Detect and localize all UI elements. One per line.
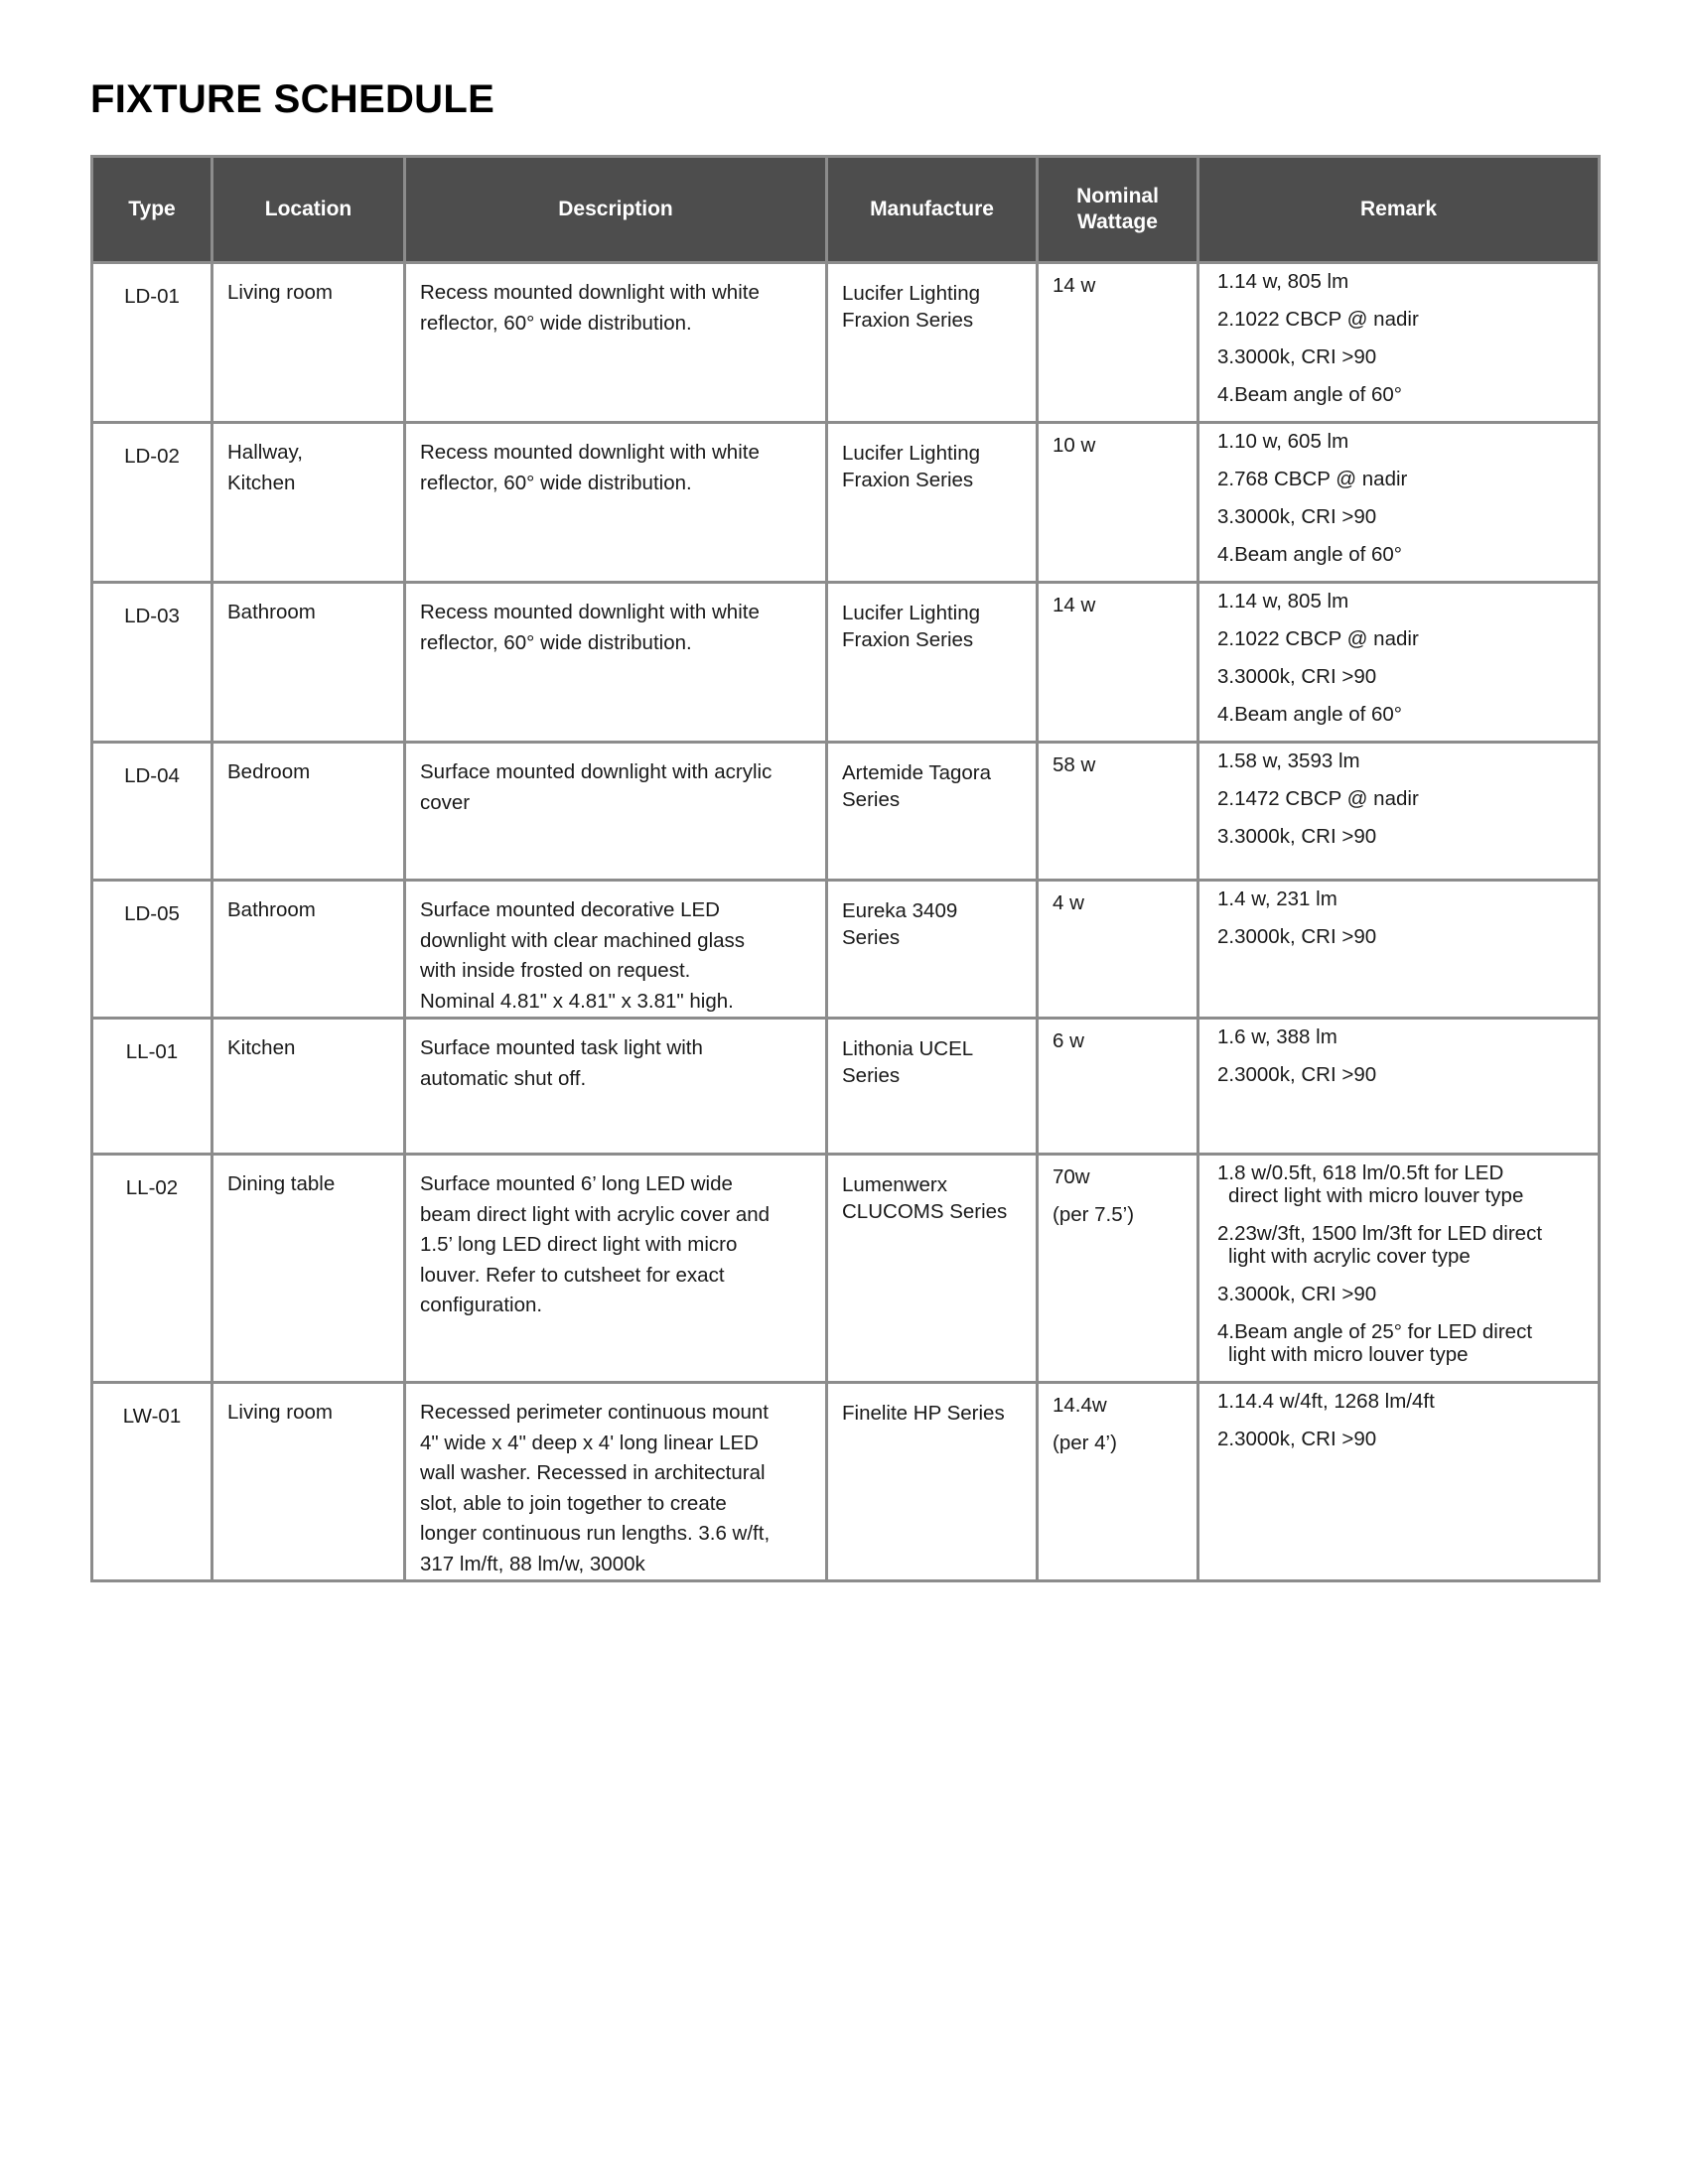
header-wattage-line1: Nominal: [1076, 184, 1159, 207]
remark-text: 2.768 CBCP @ nadir: [1217, 468, 1408, 490]
description-line: slot, able to join together to create: [420, 1491, 727, 1515]
description-line: Recess mounted downlight with white: [420, 601, 760, 623]
header-wattage: [1038, 157, 1198, 263]
description-line: 4" wide x 4" deep x 4' long linear LED: [420, 1431, 759, 1454]
cell-description: [405, 1383, 827, 1581]
cell-location: [212, 743, 405, 881]
cell-remark: [1198, 583, 1600, 743]
remark-item: [1217, 787, 1584, 810]
cell-type: LL-02: [92, 1155, 212, 1383]
table-row: [92, 1383, 1600, 1581]
description-line: Recessed perimeter continuous mount: [420, 1401, 769, 1424]
remark-text: 1.6 w, 388 lm: [1217, 1025, 1337, 1048]
remark-text: 2.1022 CBCP @ nadir: [1217, 627, 1419, 650]
cell-manufacture: [827, 423, 1038, 583]
description-line: wall washer. Recessed in architectural: [420, 1461, 766, 1484]
remark-text: 1.4 w, 231 lm: [1217, 887, 1337, 910]
cell-type: LL-01: [92, 1019, 212, 1155]
description-line: reflector, 60° wide distribution.: [420, 630, 692, 654]
cell-manufacture: [827, 1383, 1038, 1581]
cell-description: [405, 881, 827, 1019]
location-line: Bedroom: [227, 760, 311, 783]
cell-type: LD-02: [92, 423, 212, 583]
remark-item: [1217, 1025, 1584, 1048]
table-row: [92, 583, 1600, 743]
table-row: [92, 423, 1600, 583]
remark-item: [1217, 1063, 1584, 1086]
remark-item: [1217, 383, 1584, 406]
location-line: Bathroom: [227, 601, 316, 623]
cell-manufacture: [827, 743, 1038, 881]
remark-item: [1217, 590, 1584, 613]
wattage-line: (per 7.5’): [1053, 1203, 1135, 1226]
remark-text: 1.14 w, 805 lm: [1217, 590, 1349, 613]
manufacture-line: Fraxion Series: [842, 469, 974, 491]
remark-text: 3.3000k, CRI >90: [1217, 345, 1377, 368]
description-line: reflector, 60° wide distribution.: [420, 311, 692, 335]
wattage-line: 58 w: [1053, 753, 1096, 776]
table-body: [92, 263, 1600, 1581]
remark-text: 2.3000k, CRI >90: [1217, 1063, 1377, 1086]
cell-description: [405, 423, 827, 583]
description-line: with inside frosted on request.: [420, 959, 691, 982]
cell-type: LD-05: [92, 881, 212, 1019]
remark-text: 1.10 w, 605 lm: [1217, 430, 1349, 453]
cell-description: [405, 1155, 827, 1383]
wattage-line: 6 w: [1053, 1029, 1084, 1052]
wattage-line: 10 w: [1053, 434, 1096, 457]
cell-location: [212, 583, 405, 743]
manufacture-line: Lucifer Lighting: [842, 442, 981, 465]
location-line: Kitchen: [227, 471, 296, 494]
remark-text: 4.Beam angle of 60°: [1217, 543, 1402, 566]
manufacture-line: Lumenwerx: [842, 1173, 947, 1196]
cell-manufacture: [827, 583, 1038, 743]
description-line: longer continuous run lengths. 3.6 w/ft,: [420, 1522, 771, 1545]
cell-type: LD-03: [92, 583, 212, 743]
cell-wattage: [1038, 583, 1198, 743]
location-line: Bathroom: [227, 898, 316, 921]
cell-location: [212, 423, 405, 583]
description-line: Recess mounted downlight with white: [420, 441, 760, 464]
page-title: FIXTURE SCHEDULE: [90, 77, 495, 121]
table-row: [92, 881, 1600, 1019]
cell-type: LD-04: [92, 743, 212, 881]
cell-wattage: [1038, 881, 1198, 1019]
remark-text: 1.14 w, 805 lm: [1217, 270, 1349, 293]
location-line: Hallway,: [227, 441, 303, 464]
remark-item: [1217, 430, 1584, 453]
manufacture-line: Series: [842, 926, 901, 949]
description-line: cover: [420, 790, 471, 814]
remark-text: 3.3000k, CRI >90: [1217, 665, 1377, 688]
cell-location: [212, 881, 405, 1019]
description-line: beam direct light with acrylic cover and: [420, 1202, 771, 1226]
cell-wattage: [1038, 1155, 1198, 1383]
wattage-line: 14 w: [1053, 594, 1096, 616]
cell-description: [405, 583, 827, 743]
remark-item: [1217, 270, 1584, 293]
cell-wattage: [1038, 423, 1198, 583]
cell-manufacture: [827, 1019, 1038, 1155]
wattage-line: 4 w: [1053, 891, 1084, 914]
remark-text: 3.3000k, CRI >90: [1217, 1283, 1377, 1305]
remark-text: 4.Beam angle of 25° for LED direct: [1217, 1320, 1533, 1343]
remark-text: 4.Beam angle of 60°: [1217, 383, 1402, 406]
remark-text: 3.3000k, CRI >90: [1217, 505, 1377, 528]
remark-text: 2.3000k, CRI >90: [1217, 1428, 1377, 1450]
description-line: automatic shut off.: [420, 1066, 587, 1090]
manufacture-line: Fraxion Series: [842, 309, 974, 332]
header-manufacture: Manufacture: [827, 157, 1038, 263]
header-description: Description: [405, 157, 827, 263]
description-line: Surface mounted 6’ long LED wide: [420, 1172, 733, 1195]
description-line: reflector, 60° wide distribution.: [420, 471, 692, 494]
remark-item: [1217, 1283, 1584, 1305]
header-remark: Remark: [1198, 157, 1600, 263]
remark-item: [1217, 1428, 1584, 1450]
remark-item: [1217, 1320, 1584, 1366]
description-line: Surface mounted task light with: [420, 1036, 703, 1059]
remark-text: 1.58 w, 3593 lm: [1217, 750, 1360, 772]
remark-item: [1217, 505, 1584, 528]
remark-text: 2.23w/3ft, 1500 lm/3ft for LED direct: [1217, 1222, 1543, 1245]
remark-text: 2.1472 CBCP @ nadir: [1217, 787, 1419, 810]
description-line: configuration.: [420, 1294, 543, 1316]
cell-wattage: [1038, 263, 1198, 423]
table-row: [92, 1155, 1600, 1383]
cell-remark: [1198, 1019, 1600, 1155]
cell-type: LD-01: [92, 263, 212, 423]
remark-item: [1217, 627, 1584, 650]
header-type: Type: [92, 157, 212, 263]
cell-manufacture: [827, 881, 1038, 1019]
cell-remark: [1198, 881, 1600, 1019]
cell-remark: [1198, 743, 1600, 881]
manufacture-line: Eureka 3409: [842, 899, 958, 922]
table-header-row: [92, 157, 1600, 263]
description-line: 1.5’ long LED direct light with micro: [420, 1233, 738, 1256]
remark-item: [1217, 703, 1584, 726]
wattage-line: 70w: [1053, 1165, 1090, 1188]
header-location: Location: [212, 157, 405, 263]
remark-item: [1217, 345, 1584, 368]
manufacture-line: Fraxion Series: [842, 628, 974, 651]
manufacture-line: Finelite HP Series: [842, 1402, 1005, 1425]
remark-text: 4.Beam angle of 60°: [1217, 703, 1402, 726]
location-line: Living room: [227, 1401, 333, 1424]
cell-type: LW-01: [92, 1383, 212, 1581]
cell-remark: [1198, 1155, 1600, 1383]
table-row: [92, 1019, 1600, 1155]
description-line: downlight with clear machined glass: [420, 928, 746, 952]
remark-item: [1217, 825, 1584, 848]
remark-text: 2.3000k, CRI >90: [1217, 925, 1377, 948]
manufacture-line: Artemide Tagora: [842, 761, 992, 784]
remark-continuation: light with acrylic cover type: [1228, 1245, 1471, 1268]
location-line: Kitchen: [227, 1036, 296, 1059]
table-row: [92, 743, 1600, 881]
cell-description: [405, 743, 827, 881]
manufacture-line: CLUCOMS Series: [842, 1200, 1008, 1223]
cell-wattage: [1038, 743, 1198, 881]
manufacture-line: Series: [842, 1064, 901, 1087]
remark-text: 1.8 w/0.5ft, 618 lm/0.5ft for LED: [1217, 1161, 1504, 1184]
cell-remark: [1198, 423, 1600, 583]
remark-continuation: direct light with micro louver type: [1228, 1184, 1524, 1207]
manufacture-line: Lucifer Lighting: [842, 602, 981, 624]
remark-item: [1217, 308, 1584, 331]
cell-manufacture: [827, 1155, 1038, 1383]
remark-text: 3.3000k, CRI >90: [1217, 825, 1377, 848]
cell-location: [212, 1019, 405, 1155]
location-line: Dining table: [227, 1172, 336, 1195]
cell-wattage: [1038, 1383, 1198, 1581]
location-line: Living room: [227, 281, 333, 304]
description-line: Nominal 4.81" x 4.81" x 3.81" high.: [420, 989, 734, 1013]
remark-item: [1217, 887, 1584, 910]
remark-item: [1217, 1161, 1584, 1207]
cell-description: [405, 1019, 827, 1155]
description-line: Surface mounted decorative LED: [420, 898, 720, 921]
remark-continuation: light with micro louver type: [1228, 1343, 1469, 1366]
header-wattage-line2: Wattage: [1077, 210, 1158, 233]
fixture-schedule-table: [90, 155, 1601, 1582]
description-line: Recess mounted downlight with white: [420, 281, 760, 304]
remark-text: 1.14.4 w/4ft, 1268 lm/4ft: [1217, 1390, 1435, 1413]
remark-item: [1217, 543, 1584, 566]
cell-location: [212, 263, 405, 423]
description-line: Surface mounted downlight with acrylic: [420, 760, 773, 783]
wattage-line: 14.4w: [1053, 1394, 1107, 1417]
cell-description: [405, 263, 827, 423]
remark-item: [1217, 925, 1584, 948]
table-row: [92, 263, 1600, 423]
cell-wattage: [1038, 1019, 1198, 1155]
remark-item: [1217, 1222, 1584, 1268]
remark-item: [1217, 750, 1584, 772]
manufacture-line: Lucifer Lighting: [842, 282, 981, 305]
wattage-line: (per 4’): [1053, 1432, 1117, 1454]
remark-item: [1217, 1390, 1584, 1413]
remark-text: 2.1022 CBCP @ nadir: [1217, 308, 1419, 331]
cell-remark: [1198, 263, 1600, 423]
description-line: louver. Refer to cutsheet for exact: [420, 1263, 725, 1287]
description-line: 317 lm/ft, 88 lm/w, 3000k: [420, 1552, 645, 1575]
remark-item: [1217, 665, 1584, 688]
manufacture-line: Series: [842, 788, 901, 811]
cell-location: [212, 1155, 405, 1383]
wattage-line: 14 w: [1053, 274, 1096, 297]
remark-item: [1217, 468, 1584, 490]
manufacture-line: Lithonia UCEL: [842, 1037, 974, 1060]
cell-remark: [1198, 1383, 1600, 1581]
cell-manufacture: [827, 263, 1038, 423]
cell-location: [212, 1383, 405, 1581]
